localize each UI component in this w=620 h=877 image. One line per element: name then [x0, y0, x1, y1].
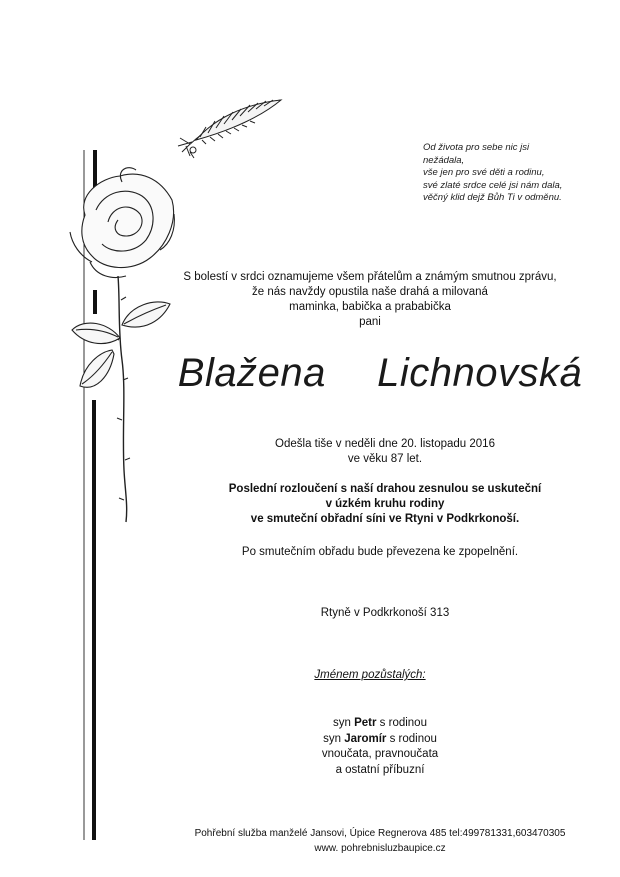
family-line	[220, 732, 540, 748]
family-line-text: syn	[323, 732, 345, 745]
funeral-info-line: Poslední rozloučení s naší drahou zesnulou se uskuteční	[228, 483, 542, 495]
death-info-line: ve věku 87 let.	[347, 453, 423, 465]
family-member-name: Petr	[354, 717, 377, 729]
poem-line: nežádala,	[423, 154, 465, 166]
announcement-line: že nás navždy opustila naše drahá a milovaná	[252, 286, 488, 298]
feather-icon	[178, 100, 281, 158]
death-info	[200, 437, 570, 467]
footer	[150, 827, 610, 856]
survivors-heading: Jménem pozůstalých:	[314, 669, 426, 681]
deceased-name: Blažena Lichnovská	[177, 351, 583, 395]
funeral-info-line: ve smuteční obřadní síni ve Rtyni v Podkrkonoší.	[250, 513, 520, 525]
family-list	[220, 716, 540, 778]
poem-line: své zlaté srdce celé jsi nám dala,	[423, 179, 563, 191]
family-line: vnoučata, pravnoučata	[321, 748, 439, 760]
funeral-info	[180, 482, 590, 527]
rose-icon	[70, 168, 174, 522]
family-line-text: syn	[333, 717, 355, 729]
poem-line: Od života pro sebe nic jsi	[423, 142, 530, 153]
address: Rtyně v Podkrkonoší 313	[320, 607, 450, 619]
family-line	[220, 716, 540, 732]
family-line-text: s rodinou	[386, 732, 437, 745]
announcement-line: maminka, babička a prababička	[289, 301, 451, 313]
death-info-line: Odešla tiše v neděli dne 20. listopadu 2016	[275, 438, 495, 450]
cremation-note: Po smutečním obřadu bude převezena ke zpopelnění.	[241, 546, 519, 558]
poem	[423, 142, 613, 205]
family-line: a ostatní příbuzní	[335, 763, 425, 776]
funeral-info-line: v úzkém kruhu rodiny	[325, 498, 445, 510]
footer-website: www. pohrebnisluzbaupice.cz	[314, 842, 446, 854]
family-member-name: Jaromír	[344, 732, 387, 745]
footer-contact: Pohřební služba manželé Jansovi, Úpice Regnerova 485 tel:499781331,603470305	[194, 828, 566, 839]
family-line-text: s rodinou	[376, 717, 427, 729]
announcement	[150, 270, 590, 330]
poem-line: vše jen pro své děti a rodinu,	[423, 167, 545, 178]
announcement-line: S bolestí v srdci oznamujeme všem přátelům a známým smutnou zprávu,	[183, 271, 557, 283]
poem-line: věčný klid dejž Bůh Ti v odměnu.	[423, 192, 562, 203]
announcement-line: pani	[359, 316, 381, 328]
